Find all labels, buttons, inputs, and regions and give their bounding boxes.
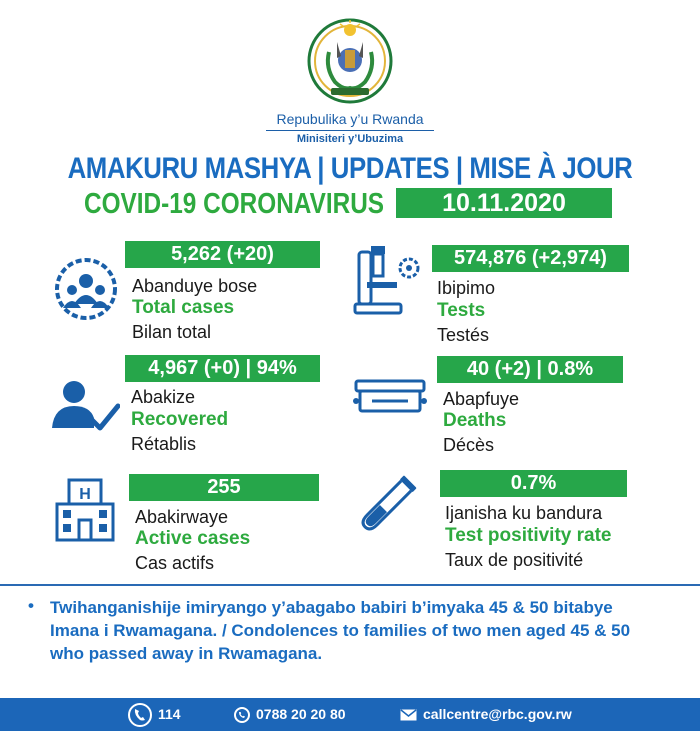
whatsapp-number: 0788 20 20 80: [256, 706, 346, 722]
whatsapp-item: [234, 698, 346, 731]
total-cases-label-fr: Bilan total: [132, 322, 212, 342]
coffin-icon: [352, 378, 428, 416]
rwanda-coat-of-arms-emblem: [307, 18, 393, 104]
positivity-label-en: Test positivity rate: [445, 525, 612, 546]
condolence-note: [28, 596, 660, 665]
svg-text:H: H: [79, 486, 91, 503]
condolence-text: Twihanganishije imiryango y’abagabo babiri b’imyaka 45 & 50 bitabye Imana i Rwamagana. / Condolences to families of two men aged 45 & 50 who passed away in Rwamagana.: [50, 598, 631, 663]
recovered-value: 4,967 (+0) | 94%: [125, 355, 320, 382]
positivity-label-fr: Taux de positivité: [445, 550, 584, 570]
test-tube-icon: [352, 470, 422, 540]
organization-header: [262, 111, 438, 145]
org-divider: [266, 130, 434, 131]
email-address: callcentre@rbc.gov.rw: [423, 706, 572, 722]
deaths-label-en: Deaths: [443, 410, 507, 431]
people-group-icon: [55, 258, 117, 320]
recovered-label-fr: Rétablis: [131, 434, 197, 454]
bullet-marker: •: [28, 596, 34, 615]
total-cases-value: 5,262 (+20): [125, 241, 320, 268]
envelope-icon: [400, 709, 417, 721]
tests-label-rw: Ibipimo: [437, 278, 496, 298]
hotline-number: 114: [158, 706, 181, 722]
page-title: AMAKURU MASHYA | UPDATES | MISE À JOUR: [67, 152, 633, 185]
active-cases-value: 255: [129, 474, 319, 501]
org-name: Repubulika y’u Rwanda: [276, 111, 424, 127]
recovered-label-en: Recovered: [131, 409, 229, 430]
deaths-label-rw: Abapfuye: [443, 389, 520, 409]
update-date: 10.11.2020: [396, 188, 612, 218]
recovered-label-rw: Abakize: [131, 387, 196, 407]
page-subtitle: COVID-19 CORONAVIRUS: [84, 188, 385, 220]
active-cases-label-en: Active cases: [135, 528, 251, 549]
person-check-icon: [50, 378, 120, 436]
ministry-name: Minisiteri y’Ubuzima: [296, 133, 404, 145]
hospital-icon: [55, 478, 115, 542]
deaths-value: 40 (+2) | 0.8%: [437, 356, 623, 383]
hotline-item: [128, 698, 181, 731]
section-divider: [0, 584, 700, 586]
positivity-value: 0.7%: [440, 470, 627, 497]
active-cases-label-rw: Abakirwaye: [135, 507, 229, 527]
total-cases-label-rw: Abanduye bose: [132, 276, 258, 296]
phone-24-icon: [128, 703, 152, 727]
tests-label-en: Tests: [437, 300, 486, 321]
email-item: [400, 698, 572, 731]
whatsapp-icon: [234, 707, 250, 723]
microscope-icon: [353, 244, 423, 316]
active-cases-label-fr: Cas actifs: [135, 553, 215, 573]
tests-label-fr: Testés: [437, 325, 490, 345]
contact-footer: [0, 698, 700, 731]
total-cases-label-en: Total cases: [132, 297, 235, 318]
tests-value: 574,876 (+2,974): [432, 245, 629, 272]
positivity-label-rw: Ijanisha ku bandura: [445, 503, 603, 523]
deaths-label-fr: Décès: [443, 435, 495, 455]
